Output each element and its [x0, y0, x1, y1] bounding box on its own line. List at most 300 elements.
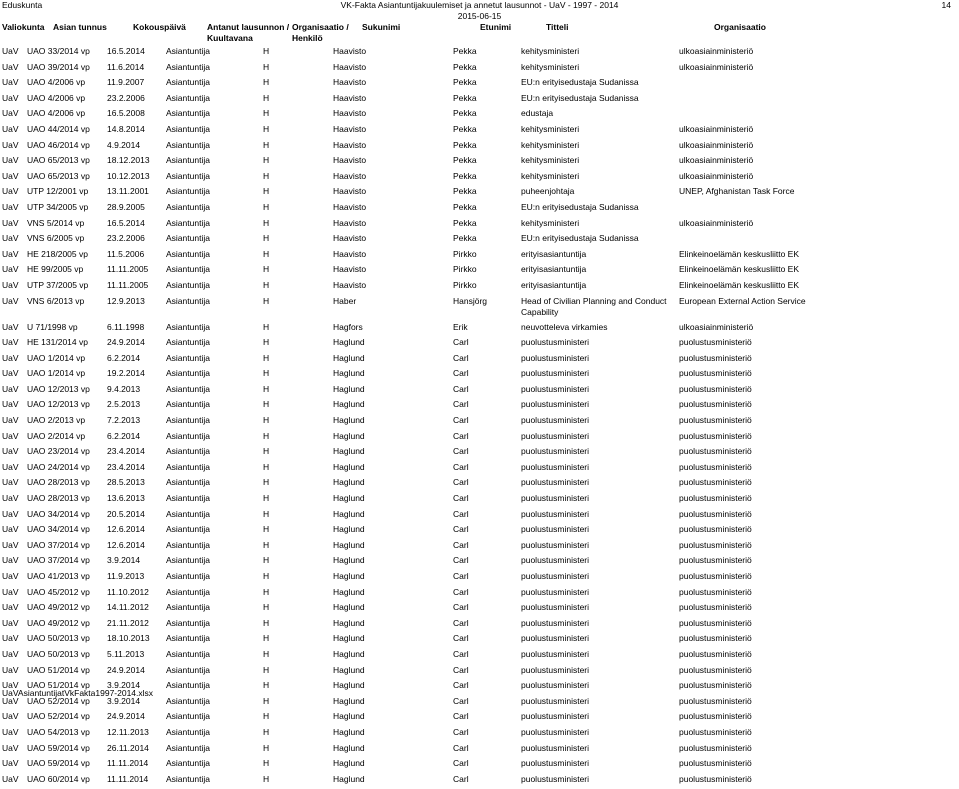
cell-sukunimi: Haavisto — [333, 123, 367, 134]
cell-antanut: Asiantuntija — [166, 508, 210, 519]
cell-kokouspaiva: 3.9.2014 — [107, 680, 141, 691]
cell-valiokunta: UaV — [2, 399, 19, 410]
cell-antanut: Asiantuntija — [166, 446, 210, 457]
column-header-antanut — [207, 22, 289, 44]
cell-organisaatio: ulkoasiainministeriö — [679, 217, 754, 228]
cell-antanut: Asiantuntija — [166, 524, 210, 535]
cell-antanut: Asiantuntija — [166, 664, 210, 675]
cell-valiokunta: UaV — [2, 602, 19, 613]
cell-kokouspaiva: 12.11.2013 — [107, 726, 149, 737]
cell-organisaatio-henkilo: H — [263, 726, 270, 737]
cell-titteli: puolustusministeri — [521, 742, 590, 753]
cell-asian-tunnus: HE 131/2014 vp — [27, 337, 88, 348]
page-number: 14 — [941, 0, 951, 10]
cell-titteli: kehitysministeri — [521, 123, 580, 134]
cell-asian-tunnus: UTP 37/2005 vp — [27, 279, 89, 290]
cell-sukunimi: Haavisto — [333, 186, 367, 197]
cell-asian-tunnus: UAO 46/2014 vp — [27, 139, 90, 150]
cell-valiokunta: UaV — [2, 170, 19, 181]
cell-antanut: Asiantuntija — [166, 415, 210, 426]
cell-sukunimi: Haglund — [333, 758, 365, 769]
cell-organisaatio-henkilo: H — [263, 46, 270, 56]
cell-sukunimi: Haglund — [333, 586, 365, 597]
cell-valiokunta: UaV — [2, 617, 19, 628]
cell-sukunimi: Haglund — [333, 555, 365, 566]
cell-kokouspaiva: 11.11.2014 — [107, 758, 149, 769]
cell-asian-tunnus: UAO 24/2014 vp — [27, 461, 90, 472]
cell-kokouspaiva: 23.4.2014 — [107, 461, 145, 472]
cell-sukunimi: Haavisto — [333, 248, 367, 259]
cell-kokouspaiva: 6.2.2014 — [107, 352, 141, 363]
cell-etunimi: Carl — [453, 633, 469, 644]
table-row — [0, 633, 939, 649]
cell-etunimi: Carl — [453, 758, 469, 769]
cell-valiokunta: UaV — [2, 586, 19, 597]
cell-sukunimi: Haglund — [333, 602, 365, 613]
cell-titteli: erityisasiantuntija — [521, 248, 587, 259]
cell-antanut: Asiantuntija — [166, 539, 210, 550]
cell-valiokunta: UaV — [2, 742, 19, 753]
cell-asian-tunnus: UAO 51/2014 vp — [27, 664, 90, 675]
cell-antanut: Asiantuntija — [166, 186, 210, 197]
cell-etunimi: Pirkko — [453, 248, 477, 259]
cell-titteli: erityisasiantuntija — [521, 279, 587, 290]
cell-titteli: Head of Civilian Planning and Conduct Capability — [521, 295, 667, 317]
cell-organisaatio: puolustusministeriö — [679, 664, 752, 675]
cell-kokouspaiva: 7.2.2013 — [107, 415, 141, 426]
cell-asian-tunnus: UTP 34/2005 vp — [27, 201, 89, 212]
cell-etunimi: Carl — [453, 695, 469, 706]
cell-antanut: Asiantuntija — [166, 383, 210, 394]
cell-antanut: Asiantuntija — [166, 108, 210, 119]
cell-sukunimi: Haavisto — [333, 279, 367, 290]
cell-kokouspaiva: 14.11.2012 — [107, 602, 149, 613]
cell-etunimi: Carl — [453, 383, 469, 394]
page-date: 2015-06-15 — [457, 11, 502, 21]
cell-organisaatio-henkilo: H — [263, 201, 270, 212]
cell-sukunimi: Haglund — [333, 415, 365, 426]
cell-organisaatio — [679, 77, 939, 93]
cell-sukunimi: Haglund — [333, 446, 365, 457]
cell-kokouspaiva: 11.11.2005 — [107, 279, 149, 290]
cell-organisaatio-henkilo: H — [263, 321, 270, 332]
column-header-antanut-line1: Antanut lausunnon / — [207, 22, 290, 32]
cell-antanut: Asiantuntija — [166, 92, 210, 103]
cell-valiokunta: UaV — [2, 571, 19, 581]
cell-organisaatio — [679, 233, 939, 249]
table-row — [0, 186, 939, 202]
page-title: VK-Fakta Asiantuntijakuulemiset ja annetut lausunnot - UaV - 1997 - 2014 — [340, 0, 619, 10]
cell-antanut: Asiantuntija — [166, 321, 210, 332]
cell-valiokunta: UaV — [2, 726, 19, 737]
cell-organisaatio: puolustusministeriö — [679, 461, 752, 472]
cell-organisaatio-henkilo: H — [263, 680, 270, 691]
cell-kokouspaiva: 3.9.2014 — [107, 695, 141, 706]
cell-titteli: puolustusministeri — [521, 680, 590, 691]
table-row — [0, 602, 939, 618]
table-row — [0, 337, 939, 353]
cell-organisaatio: puolustusministeriö — [679, 773, 752, 784]
cell-organisaatio-henkilo: H — [263, 264, 270, 275]
table-row — [0, 46, 939, 62]
table-row — [0, 108, 939, 124]
cell-etunimi: Carl — [453, 337, 469, 348]
cell-organisaatio: puolustusministeriö — [679, 711, 752, 722]
cell-kokouspaiva: 12.9.2013 — [107, 295, 145, 306]
cell-organisaatio-henkilo: H — [263, 648, 270, 659]
cell-titteli: kehitysministeri — [521, 155, 580, 166]
cell-organisaatio-henkilo: H — [263, 773, 270, 784]
cell-kokouspaiva: 11.9.2013 — [107, 571, 145, 581]
cell-organisaatio-henkilo: H — [263, 446, 270, 457]
cell-valiokunta: UaV — [2, 368, 19, 379]
cell-antanut: Asiantuntija — [166, 368, 210, 379]
cell-titteli: puolustusministeri — [521, 337, 590, 348]
cell-asian-tunnus: UAO 37/2014 vp — [27, 539, 90, 550]
table-row — [0, 322, 939, 338]
cell-organisaatio: UNEP, Afghanistan Task Force — [679, 186, 795, 197]
cell-organisaatio: puolustusministeriö — [679, 524, 752, 535]
cell-titteli: puolustusministeri — [521, 695, 590, 706]
cell-etunimi: Pekka — [453, 92, 477, 103]
cell-organisaatio: ulkoasiainministeriö — [679, 321, 754, 332]
cell-organisaatio: puolustusministeriö — [679, 586, 752, 597]
cell-antanut: Asiantuntija — [166, 617, 210, 628]
cell-kokouspaiva: 3.9.2014 — [107, 555, 141, 566]
cell-valiokunta: UaV — [2, 321, 19, 332]
cell-organisaatio-henkilo: H — [263, 571, 270, 581]
cell-sukunimi: Haavisto — [333, 46, 367, 56]
cell-organisaatio: puolustusministeriö — [679, 539, 752, 550]
cell-antanut: Asiantuntija — [166, 399, 210, 410]
cell-asian-tunnus: UAO 37/2014 vp — [27, 555, 90, 566]
cell-titteli: puolustusministeri — [521, 711, 590, 722]
cell-etunimi: Carl — [453, 664, 469, 675]
table-row — [0, 446, 939, 462]
cell-kokouspaiva: 24.9.2014 — [107, 337, 145, 348]
cell-asian-tunnus: UAO 59/2014 vp — [27, 758, 90, 769]
cell-antanut: Asiantuntija — [166, 773, 210, 784]
cell-titteli: puolustusministeri — [521, 633, 590, 644]
cell-titteli: puolustusministeri — [521, 726, 590, 737]
cell-organisaatio-henkilo: H — [263, 461, 270, 472]
cell-titteli: edustaja — [521, 108, 554, 119]
table-row — [0, 555, 939, 571]
table-row — [0, 415, 939, 431]
cell-kokouspaiva: 14.8.2014 — [107, 123, 145, 134]
cell-asian-tunnus: UAO 45/2012 vp — [27, 586, 90, 597]
cell-organisaatio-henkilo: H — [263, 524, 270, 535]
cell-sukunimi: Haglund — [333, 680, 365, 691]
cell-organisaatio: puolustusministeriö — [679, 383, 752, 394]
table-row — [0, 264, 939, 280]
cell-organisaatio: puolustusministeriö — [679, 555, 752, 566]
cell-valiokunta: UaV — [2, 648, 19, 659]
cell-sukunimi: Haavisto — [333, 61, 367, 72]
cell-sukunimi: Haglund — [333, 711, 365, 722]
cell-sukunimi: Haglund — [333, 633, 365, 644]
cell-sukunimi: Haglund — [333, 617, 365, 628]
cell-titteli: puolustusministeri — [521, 524, 590, 535]
cell-kokouspaiva: 18.12.2013 — [107, 155, 150, 166]
column-header-antanut-line2: Kuultavana — [207, 33, 253, 43]
cell-valiokunta: UaV — [2, 773, 19, 784]
cell-titteli: puolustusministeri — [521, 383, 590, 394]
cell-valiokunta: UaV — [2, 415, 19, 426]
cell-organisaatio-henkilo: H — [263, 155, 270, 166]
cell-asian-tunnus: UAO 50/2013 vp — [27, 633, 90, 644]
cell-sukunimi: Haavisto — [333, 92, 367, 103]
cell-valiokunta: UaV — [2, 337, 19, 348]
cell-antanut: Asiantuntija — [166, 139, 210, 150]
table-row — [0, 202, 939, 218]
cell-valiokunta: UaV — [2, 711, 19, 722]
cell-organisaatio-henkilo: H — [263, 139, 270, 150]
cell-antanut: Asiantuntija — [166, 295, 210, 306]
table-row — [0, 124, 939, 140]
cell-valiokunta: UaV — [2, 155, 19, 166]
cell-kokouspaiva: 16.5.2014 — [107, 46, 145, 56]
cell-organisaatio: puolustusministeriö — [679, 493, 752, 504]
cell-titteli: puolustusministeri — [521, 648, 590, 659]
table-row — [0, 62, 939, 78]
cell-sukunimi: Haglund — [333, 461, 365, 472]
cell-etunimi: Pirkko — [453, 279, 477, 290]
cell-valiokunta: UaV — [2, 108, 19, 119]
cell-antanut: Asiantuntija — [166, 680, 210, 691]
cell-organisaatio-henkilo: H — [263, 664, 270, 675]
cell-kokouspaiva: 2.5.2013 — [107, 399, 141, 410]
cell-titteli: kehitysministeri — [521, 46, 580, 56]
cell-etunimi: Carl — [453, 415, 469, 426]
cell-valiokunta: UaV — [2, 383, 19, 394]
column-header-titteli: Titteli — [546, 22, 569, 32]
column-header-organisaatio-henkilo — [292, 22, 349, 44]
table-row — [0, 249, 939, 265]
cell-valiokunta: UaV — [2, 695, 19, 706]
cell-sukunimi: Haglund — [333, 742, 365, 753]
cell-organisaatio-henkilo: H — [263, 217, 270, 228]
cell-titteli: puolustusministeri — [521, 539, 590, 550]
cell-antanut: Asiantuntija — [166, 77, 210, 88]
cell-organisaatio: ulkoasiainministeriö — [679, 61, 754, 72]
cell-organisaatio: puolustusministeriö — [679, 726, 752, 737]
cell-organisaatio-henkilo: H — [263, 493, 270, 504]
cell-organisaatio: ulkoasiainministeriö — [679, 139, 754, 150]
cell-etunimi: Carl — [453, 524, 469, 535]
cell-organisaatio-henkilo: H — [263, 711, 270, 722]
cell-etunimi: Carl — [453, 368, 469, 379]
cell-antanut: Asiantuntija — [166, 61, 210, 72]
cell-sukunimi: Haavisto — [333, 108, 367, 119]
table-row — [0, 384, 939, 400]
cell-asian-tunnus: UAO 44/2014 vp — [27, 123, 90, 134]
cell-kokouspaiva: 5.11.2013 — [107, 648, 145, 659]
cell-organisaatio-henkilo: H — [263, 248, 270, 259]
cell-kokouspaiva: 23.2.2006 — [107, 233, 145, 244]
table-row — [0, 587, 939, 603]
table-row — [0, 77, 939, 93]
cell-etunimi: Carl — [453, 508, 469, 519]
cell-etunimi: Pekka — [453, 77, 477, 88]
cell-sukunimi: Haavisto — [333, 155, 367, 166]
cell-sukunimi: Haglund — [333, 773, 365, 784]
cell-titteli: kehitysministeri — [521, 217, 580, 228]
cell-organisaatio-henkilo: H — [263, 742, 270, 753]
cell-kokouspaiva: 21.11.2012 — [107, 617, 149, 628]
cell-valiokunta: UaV — [2, 680, 19, 691]
cell-organisaatio-henkilo: H — [263, 233, 270, 244]
cell-asian-tunnus: UAO 34/2014 vp — [27, 524, 90, 535]
cell-etunimi: Pekka — [453, 46, 477, 56]
table-row — [0, 774, 939, 789]
cell-sukunimi: Haglund — [333, 664, 365, 675]
cell-kokouspaiva: 10.12.2013 — [107, 170, 150, 181]
cell-antanut: Asiantuntija — [166, 477, 210, 488]
cell-organisaatio: puolustusministeriö — [679, 633, 752, 644]
cell-etunimi: Carl — [453, 352, 469, 363]
cell-organisaatio-henkilo: H — [263, 170, 270, 181]
cell-kokouspaiva: 19.2.2014 — [107, 368, 145, 379]
cell-etunimi: Pekka — [453, 233, 477, 244]
cell-kokouspaiva: 18.10.2013 — [107, 633, 150, 644]
cell-etunimi: Carl — [453, 680, 469, 691]
cell-organisaatio-henkilo: H — [263, 368, 270, 379]
cell-sukunimi: Haglund — [333, 430, 365, 441]
cell-valiokunta: UaV — [2, 758, 19, 769]
cell-titteli: puolustusministeri — [521, 617, 590, 628]
table-row — [0, 743, 939, 759]
cell-titteli: EU:n erityisedustaja Sudanissa — [521, 77, 639, 88]
cell-antanut: Asiantuntija — [166, 430, 210, 441]
column-header-organisaatio-henkilo-line2: Henkilö — [292, 33, 323, 43]
data-table — [0, 46, 939, 789]
column-header-valiokunta: Valiokunta — [2, 22, 45, 32]
cell-asian-tunnus: HE 218/2005 vp — [27, 248, 88, 259]
cell-asian-tunnus: UAO 33/2014 vp — [27, 46, 90, 56]
cell-antanut: Asiantuntija — [166, 695, 210, 706]
cell-sukunimi: Haglund — [333, 539, 365, 550]
cell-kokouspaiva: 26.11.2014 — [107, 742, 149, 753]
cell-sukunimi: Haavisto — [333, 139, 367, 150]
cell-organisaatio-henkilo: H — [263, 539, 270, 550]
cell-sukunimi: Haglund — [333, 399, 365, 410]
cell-antanut: Asiantuntija — [166, 711, 210, 722]
cell-etunimi: Carl — [453, 555, 469, 566]
cell-asian-tunnus: UAO 2/2013 vp — [27, 415, 86, 426]
table-row — [0, 353, 939, 369]
cell-valiokunta: UaV — [2, 446, 19, 457]
cell-valiokunta: UaV — [2, 508, 19, 519]
cell-asian-tunnus: UAO 60/2014 vp — [27, 773, 90, 784]
cell-organisaatio-henkilo: H — [263, 602, 270, 613]
cell-asian-tunnus: UAO 54/2013 vp — [27, 726, 90, 737]
cell-asian-tunnus: UAO 50/2013 vp — [27, 648, 90, 659]
cell-asian-tunnus: UAO 51/2014 vp — [27, 680, 90, 691]
cell-antanut: Asiantuntija — [166, 264, 210, 275]
cell-kokouspaiva: 16.5.2008 — [107, 108, 145, 119]
cell-valiokunta: UaV — [2, 217, 19, 228]
table-row — [0, 727, 939, 743]
table-row — [0, 711, 939, 727]
cell-organisaatio-henkilo: H — [263, 77, 270, 88]
cell-kokouspaiva: 6.2.2014 — [107, 430, 141, 441]
cell-asian-tunnus: UAO 65/2013 vp — [27, 170, 90, 181]
cell-kokouspaiva: 4.9.2014 — [107, 139, 141, 150]
cell-antanut: Asiantuntija — [166, 201, 210, 212]
cell-sukunimi: Haglund — [333, 648, 365, 659]
cell-kokouspaiva: 24.9.2014 — [107, 711, 145, 722]
cell-valiokunta: UaV — [2, 61, 19, 72]
cell-sukunimi: Haglund — [333, 337, 365, 348]
footer-filename: UaVAsiantuntijatVkFakta1997-2014.xlsx — [2, 688, 154, 698]
cell-asian-tunnus: UAO 39/2014 vp — [27, 61, 90, 72]
cell-antanut: Asiantuntija — [166, 742, 210, 753]
cell-organisaatio: puolustusministeriö — [679, 680, 752, 691]
cell-etunimi: Pekka — [453, 123, 477, 134]
cell-antanut: Asiantuntija — [166, 633, 210, 644]
cell-asian-tunnus: VNS 6/2005 vp — [27, 233, 85, 244]
cell-titteli: puolustusministeri — [521, 368, 590, 379]
cell-valiokunta: UaV — [2, 201, 19, 212]
cell-asian-tunnus: HE 99/2005 vp — [27, 264, 84, 275]
cell-etunimi: Carl — [453, 539, 469, 550]
cell-sukunimi: Haglund — [333, 695, 365, 706]
table-row — [0, 462, 939, 478]
cell-valiokunta: UaV — [2, 92, 19, 103]
cell-antanut: Asiantuntija — [166, 648, 210, 659]
table-row — [0, 571, 939, 587]
header-left-label: Eduskunta — [2, 0, 43, 10]
cell-antanut: Asiantuntija — [166, 461, 210, 472]
cell-organisaatio — [679, 108, 939, 124]
table-row — [0, 368, 939, 384]
cell-sukunimi: Haavisto — [333, 170, 367, 181]
cell-organisaatio-henkilo: H — [263, 758, 270, 769]
cell-titteli: puolustusministeri — [521, 477, 590, 488]
cell-valiokunta: UaV — [2, 493, 19, 504]
cell-sukunimi: Haavisto — [333, 77, 367, 88]
cell-etunimi: Hansjörg — [453, 295, 488, 306]
cell-titteli: puolustusministeri — [521, 773, 590, 784]
cell-valiokunta: UaV — [2, 295, 19, 306]
cell-organisaatio: ulkoasiainministeriö — [679, 46, 754, 56]
cell-asian-tunnus: UAO 49/2012 vp — [27, 602, 90, 613]
table-row — [0, 280, 939, 296]
table-row — [0, 696, 939, 712]
cell-organisaatio — [679, 202, 939, 218]
cell-titteli: EU:n erityisedustaja Sudanissa — [521, 233, 639, 244]
cell-organisaatio-henkilo: H — [263, 61, 270, 72]
cell-etunimi: Carl — [453, 648, 469, 659]
cell-etunimi: Pekka — [453, 170, 477, 181]
cell-kokouspaiva: 28.5.2013 — [107, 477, 145, 488]
cell-sukunimi: Haber — [333, 295, 357, 306]
cell-titteli: kehitysministeri — [521, 61, 580, 72]
cell-antanut: Asiantuntija — [166, 602, 210, 613]
cell-organisaatio-henkilo: H — [263, 337, 270, 348]
table-row — [0, 431, 939, 447]
cell-etunimi: Carl — [453, 399, 469, 410]
table-row — [0, 493, 939, 509]
cell-kokouspaiva: 23.4.2014 — [107, 446, 145, 457]
cell-valiokunta: UaV — [2, 248, 19, 259]
cell-asian-tunnus: UAO 41/2013 vp — [27, 571, 90, 581]
cell-titteli: puolustusministeri — [521, 446, 590, 457]
cell-titteli: puolustusministeri — [521, 415, 590, 426]
cell-valiokunta: UaV — [2, 77, 19, 88]
cell-organisaatio: puolustusministeriö — [679, 352, 752, 363]
